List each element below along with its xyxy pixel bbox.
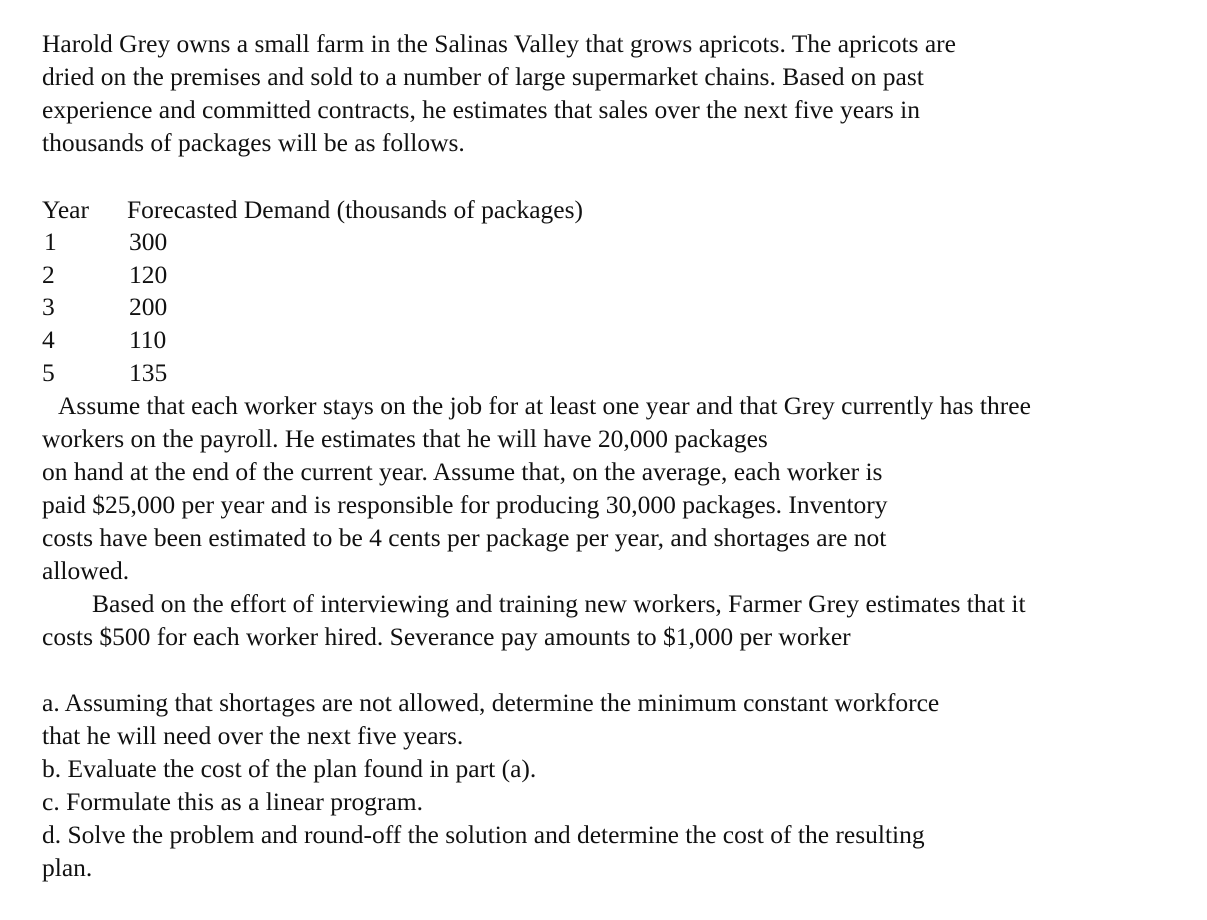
costs-line-2: costs $500 for each worker hired. Severance pay amounts to $1,000 per worker: [42, 622, 851, 651]
table-cell-demand: 135: [129, 358, 168, 387]
costs-line-1: Based on the effort of interviewing and training new workers, Farmer Grey estimates that it: [92, 589, 1026, 618]
table-cell-demand: 120: [129, 260, 168, 289]
question-line-4: c. Formulate this as a linear program.: [42, 787, 423, 816]
assumptions-line-3: on hand at the end of the current year. Assume that, on the average, each worker is: [42, 457, 883, 486]
table-header-demand: Forecasted Demand (thousands of packages): [127, 195, 584, 224]
intro-line-4: thousands of packages will be as follows.: [42, 128, 465, 157]
assumptions-line-4: paid $25,000 per year and is responsible for producing 30,000 packages. Inventory: [42, 490, 888, 519]
intro-line-1: Harold Grey owns a small farm in the Salinas Valley that grows apricots. The apricots are: [42, 29, 956, 58]
table-cell-demand: 300: [129, 227, 168, 256]
table-cell-year: 3: [42, 292, 55, 321]
assumptions-line-1: Assume that each worker stays on the job for at least one year and that Grey currently has three: [58, 391, 1031, 420]
assumptions-line-5: costs have been estimated to be 4 cents per package per year, and shortages are not: [42, 523, 887, 552]
question-line-5: d. Solve the problem and round-off the solution and determine the cost of the resulting: [42, 820, 925, 849]
table-cell-year: 1: [44, 227, 57, 256]
question-line-1: a. Assuming that shortages are not allowed, determine the minimum constant workforce: [42, 688, 940, 717]
question-line-6: plan.: [42, 853, 93, 882]
question-line-2: that he will need over the next five years.: [42, 721, 464, 750]
table-header-year: Year: [42, 195, 89, 224]
assumptions-line-2: workers on the payroll. He estimates that he will have 20,000 packages: [42, 424, 768, 453]
table-cell-demand: 200: [129, 292, 168, 321]
intro-line-2: dried on the premises and sold to a number of large supermarket chains. Based on past: [42, 62, 924, 91]
question-line-3: b. Evaluate the cost of the plan found in part (a).: [42, 754, 537, 783]
assumptions-line-6: allowed.: [42, 556, 130, 585]
table-cell-demand: 110: [129, 325, 167, 354]
table-cell-year: 4: [42, 325, 55, 354]
table-cell-year: 2: [42, 260, 55, 289]
table-cell-year: 5: [42, 358, 55, 387]
intro-line-3: experience and committed contracts, he estimates that sales over the next five years in: [42, 95, 920, 124]
